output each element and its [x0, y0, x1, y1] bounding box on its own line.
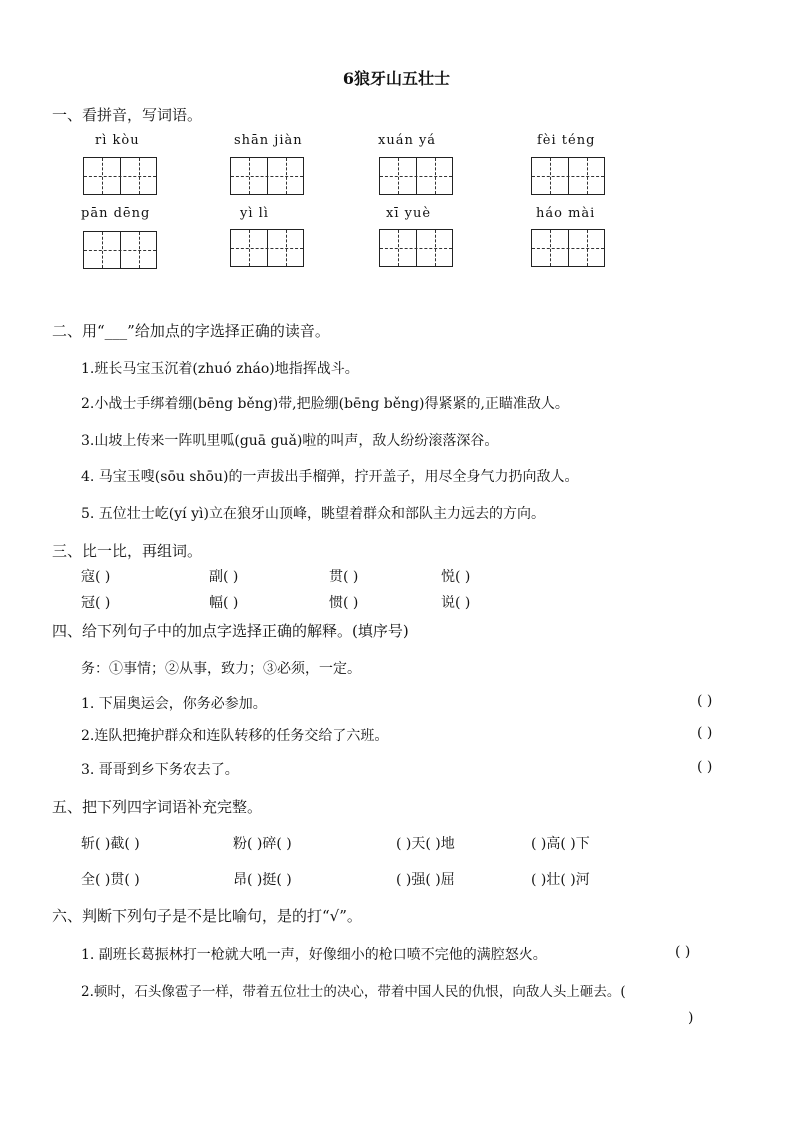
writing-grid-box[interactable]: [230, 157, 304, 195]
section-1-heading: 一、看拼音，写词语。: [52, 106, 203, 124]
section-2-heading: 二、用“___”给加点的字选择正确的读音。: [52, 322, 330, 340]
answer-blank[interactable]: ( ): [697, 725, 713, 741]
idiom-blank[interactable]: 昂( )挺( ): [233, 872, 292, 888]
writing-grid-box[interactable]: [531, 157, 605, 195]
word-blank[interactable]: 冠( ): [81, 595, 111, 611]
section-3-heading: 三、比一比，再组词。: [52, 542, 203, 560]
writing-grid-box[interactable]: [83, 231, 157, 269]
definition-list: 务：①事情；②从事，致力；③必须，一定。: [81, 661, 361, 677]
question-item: 1. 下届奥运会，你务必参加。: [81, 696, 267, 712]
word-blank[interactable]: 副( ): [209, 569, 239, 585]
idiom-blank[interactable]: 全( )贯( ): [81, 872, 140, 888]
word-blank[interactable]: 惯( ): [329, 595, 359, 611]
word-blank[interactable]: 说( ): [441, 595, 471, 611]
answer-blank[interactable]: ( ): [697, 759, 713, 775]
pinyin-label: pān dēng: [81, 206, 151, 221]
pinyin-label: shān jiàn: [234, 133, 303, 148]
question-item: 3.山坡上传来一阵叽里呱(guā guǎ)啦的叫声，敌人纷纷滚落深谷。: [81, 433, 499, 449]
section-5-heading: 五、把下列四字词语补充完整。: [52, 798, 263, 816]
answer-blank-close[interactable]: ): [688, 1010, 694, 1026]
idiom-blank[interactable]: ( )高( )下: [531, 836, 590, 852]
question-item: 2.小战士手绑着绷(bēng běng)带,把脸绷(bēng běng)得紧紧的,正瞄准敌人。: [81, 396, 569, 412]
pinyin-label: yì lì: [240, 206, 269, 221]
page-title: 6狼牙山五壮士: [342, 69, 451, 88]
question-item: 2.顿时，石头像雹子一样，带着五位壮士的决心，带着中国人民的仇恨，向敌人头上砸去。(: [81, 984, 626, 1000]
writing-grid-box[interactable]: [230, 229, 304, 267]
writing-grid-box[interactable]: [531, 229, 605, 267]
pinyin-label: háo mài: [536, 206, 596, 221]
writing-grid-box[interactable]: [83, 157, 157, 195]
idiom-blank[interactable]: ( )强( )屈: [396, 872, 455, 888]
idiom-blank[interactable]: 粉( )碎( ): [233, 836, 292, 852]
idiom-blank[interactable]: 斩( )截( ): [81, 836, 140, 852]
answer-blank[interactable]: ( ): [675, 944, 691, 960]
question-item: 3. 哥哥到乡下务农去了。: [81, 762, 239, 778]
answer-blank[interactable]: ( ): [697, 693, 713, 709]
question-item: 5. 五位壮士屹(yí yì)立在狼牙山顶峰，眺望着群众和部队主力远去的方向。: [81, 506, 545, 522]
section-6-heading: 六、判断下列句子是不是比喻句，是的打“√”。: [52, 907, 362, 925]
writing-grid-box[interactable]: [379, 157, 453, 195]
word-blank[interactable]: 悦( ): [441, 569, 471, 585]
idiom-blank[interactable]: ( )天( )地: [396, 836, 455, 852]
pinyin-label: xī yuè: [386, 206, 432, 221]
idiom-blank[interactable]: ( )壮( )河: [531, 872, 590, 888]
word-blank[interactable]: 幅( ): [209, 595, 239, 611]
writing-grid-box[interactable]: [379, 229, 453, 267]
question-item: 1. 副班长葛振林打一枪就大吼一声，好像细小的枪口喷不完他的满腔怒火。: [81, 947, 547, 963]
pinyin-label: fèi téng: [537, 133, 596, 148]
word-blank[interactable]: 贯( ): [329, 569, 359, 585]
question-item: 2.连队把掩护群众和连队转移的任务交给了六班。: [81, 728, 389, 744]
question-item: 4. 马宝玉嗖(sōu shōu)的一声拔出手榴弹，拧开盖子，用尽全身气力扔向敌人。: [81, 469, 579, 485]
pinyin-label: xuán yá: [378, 133, 437, 148]
word-blank[interactable]: 寇( ): [81, 569, 111, 585]
section-4-heading: 四、给下列句子中的加点字选择正确的解释。(填序号): [52, 622, 409, 640]
question-item: 1.班长马宝玉沉着(zhuó zháo)地指挥战斗。: [81, 361, 359, 377]
pinyin-label: rì kòu: [95, 133, 140, 148]
